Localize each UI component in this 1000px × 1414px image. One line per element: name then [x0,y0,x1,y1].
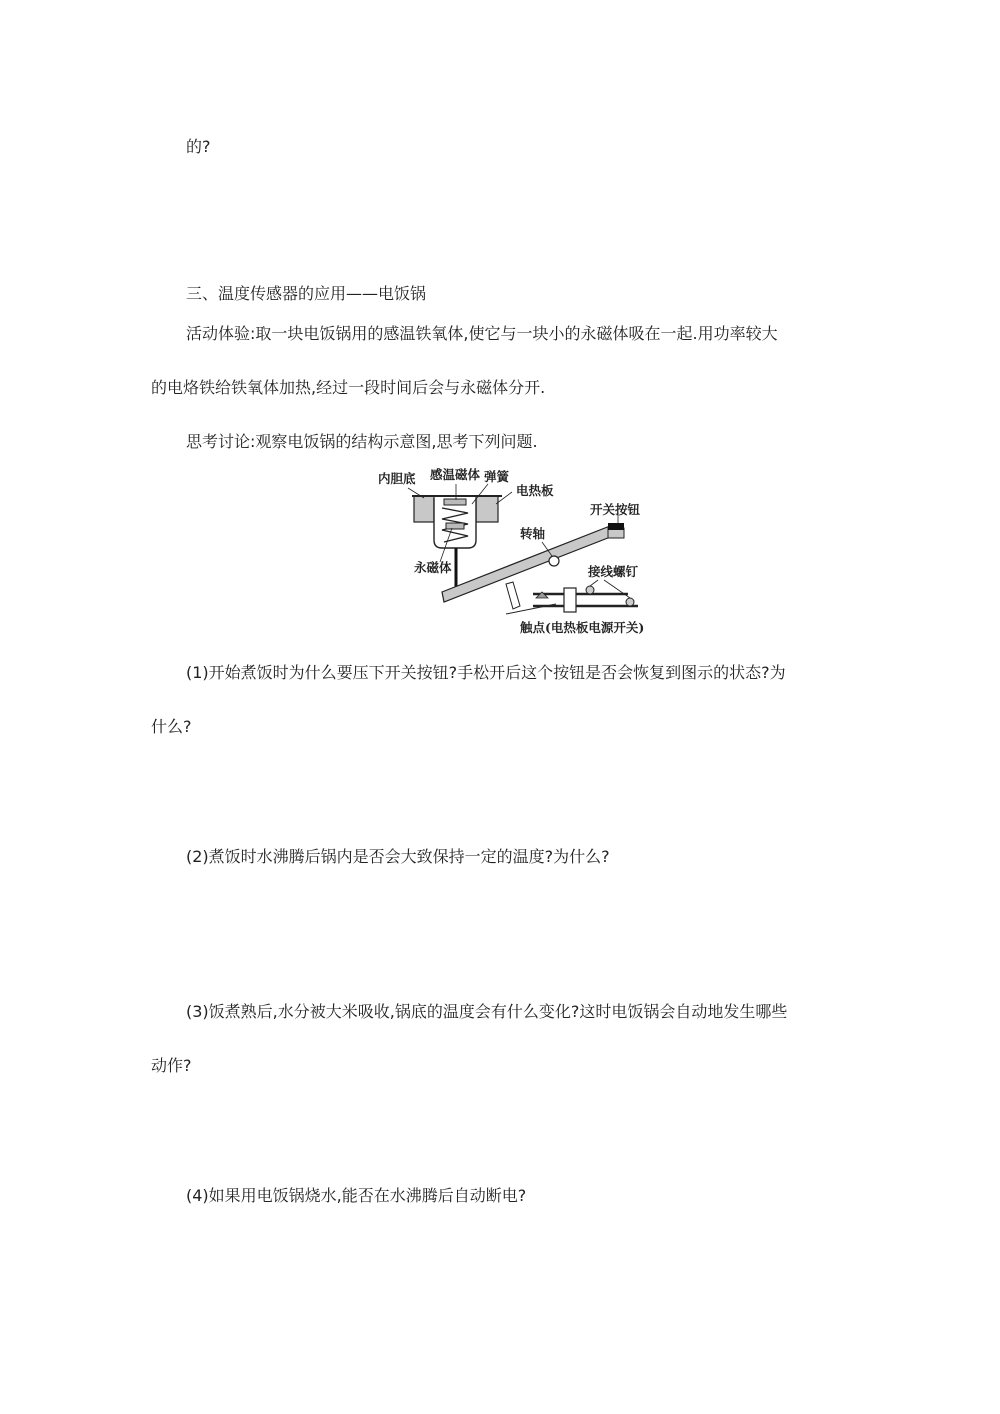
label-spring: 弹簧 [484,469,510,484]
activity-text-line1: 活动体验:取一块电饭锅用的感温铁氧体,使它与一块小的永磁体吸在一起.用功率较大 [186,324,778,343]
continuation-text: 的? [186,137,211,156]
question-1-line1: (1)开始煮饭时为什么要压下开关按钮?手松开后这个按钮是否会恢复到图示的状态?为 [186,663,786,682]
label-inner-bottom: 内胆底 [378,471,416,486]
question-2: (2)煮饭时水沸腾后锅内是否会大致保持一定的温度?为什么? [186,847,610,866]
activity-text-line2: 的电烙铁给铁氧体加热,经过一段时间后会与永磁体分开. [151,378,546,397]
label-terminal-screws: 接线螺钉 [588,564,639,579]
label-pivot: 转轴 [520,526,546,541]
label-heating-plate: 电热板 [516,483,554,498]
question-4: (4)如果用电饭锅烧水,能否在水沸腾后自动断电? [186,1186,527,1205]
label-contacts: 触点(电热板电源开关) [520,620,645,635]
question-3-line1: (3)饭煮熟后,水分被大米吸收,锅底的温度会有什么变化?这时电饭锅会自动地发生哪些 [186,1002,788,1021]
question-1-line2: 什么? [151,717,192,736]
label-thermo-magnet: 感温磁体 [430,467,481,482]
rice-cooker-structure-figure [368,466,668,638]
label-switch-button: 开关按钮 [590,502,641,517]
rice-cooker-diagram [368,466,668,638]
discussion-text: 思考讨论:观察电饭锅的结构示意图,思考下列问题. [186,432,538,451]
label-permanent-magnet: 永磁体 [414,560,452,575]
question-3-line2: 动作? [151,1056,192,1075]
section-title: 三、温度传感器的应用——电饭锅 [186,284,427,303]
